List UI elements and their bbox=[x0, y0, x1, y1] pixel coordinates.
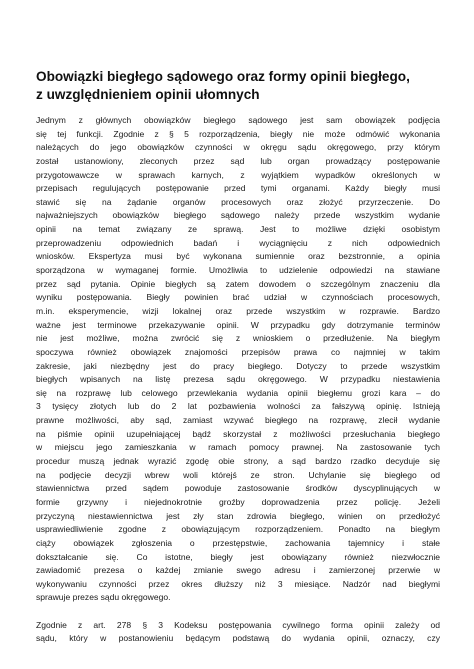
text-line: należących do jego obowiązków czynności w okręgu sądu okręgowego, przy którym bbox=[36, 142, 440, 153]
title-line: Obowiązki biegłego sądowego oraz formy opinii biegłego, bbox=[36, 69, 410, 84]
text-line: 3 tysięcy złotych lub do 2 lat pozbawienia wolności za fałszywą opinię. Istnieją bbox=[36, 401, 440, 412]
text-line: stawiennictwa przed sądem powoduje zastosowanie środków dyscyplinujących w bbox=[36, 483, 440, 494]
text-line: przeprowadzeniu odpowiednich badań i wyciągnięciu z nich odpowiednich bbox=[36, 237, 440, 248]
text-line: zakresie, jaki niezbędny jest do pracy biegłego. Dotyczy to przede wszystkim bbox=[36, 360, 440, 371]
text-line: usprawiedliwienie zgodne z obowiązującym rozporządzeniem. Ponadto na biegłym bbox=[36, 524, 440, 535]
text-line: przygotowawcze w sprawach karnych, z wyjątkiem wypadków określonych w bbox=[36, 169, 440, 180]
text-line: sprawuje prezes sądu okręgowego. bbox=[36, 592, 171, 603]
text-line: w miejscu jego zamieszkania w ramach pomocy prawnej. Na zastosowanie tych bbox=[36, 442, 440, 453]
paragraph-gap bbox=[36, 605, 440, 619]
text-line: przyczyną niestawiennictwa jest zły stan zdrowia biegłego, winien on przedłożyć bbox=[36, 510, 440, 521]
text-line: na podjęcie decyzji wbrew woli którejś ze stron. Uchylanie się biegłego od bbox=[36, 469, 440, 480]
text-line: sądu, który w postanowieniu będącym podstawą do wydania opinii, oznaczy, czy bbox=[36, 633, 440, 644]
text-line: sporządzona w wymaganej formie. Umożliwia to udzielenie odpowiedzi na stawiane bbox=[36, 265, 440, 276]
text-line: wyniku postępowania. Biegły powinien brać udział w czynnościach procesowych, bbox=[36, 292, 440, 303]
text-line: opinii na temat związany ze sprawą. Jest to możliwe dzięki osobistym bbox=[36, 224, 440, 235]
text-line: przez sąd pytania. Opinie biegłych są zatem dowodem o szczególnym znaczeniu dla bbox=[36, 278, 440, 289]
title-line: z uwzględnieniem opinii ułomnych bbox=[36, 87, 260, 102]
document-title bbox=[36, 68, 440, 104]
text-line: Jednym z głównych obowiązków biegłego sądowego jest sam obowiązek podjęcia bbox=[36, 115, 440, 125]
document-body bbox=[36, 114, 440, 646]
paragraph bbox=[36, 619, 440, 646]
text-line: biegłych wpisanych na listę prezesa sądu okręgowego. W przypadku niestawienia bbox=[36, 374, 440, 385]
text-line: procedur muszą jednak wyrazić zgodę obie strony, a sąd bardzo rzadko decyduje się bbox=[36, 456, 440, 467]
text-line: wykonywaniu czynności przez okres dłuższy niż 3 miesiące. Nadzór nad biegłymi bbox=[36, 578, 440, 589]
text-line: ciąży obowiązek zgłoszenia o przestępstwie, zachowania tajemnicy i stałe bbox=[36, 537, 440, 548]
text-line: przepisach regulujących postępowanie przed tymi organami. Każdy biegły musi bbox=[36, 183, 440, 194]
text-line: Zgodnie z art. 278 § 3 Kodeksu postępowania cywilnego forma opinii zależy od bbox=[36, 619, 440, 630]
text-line: został ustanowiony, zleconych przez sąd lub organ prowadzący postępowanie bbox=[36, 155, 440, 166]
text-line: ważne jest terminowe przekazywanie opinii. W przypadku gdy dotrzymanie terminów bbox=[36, 319, 440, 330]
text-line: wniosków. Ekspertyza musi być wykonana sumiennie oraz bezstronnie, a opinia bbox=[36, 251, 440, 262]
text-line: nie jest możliwe, można zwrócić się z wnioskiem o przedłużenie. Na biegłym bbox=[36, 333, 440, 344]
text-line: na piśmie opinii uzupełniającej bądź skorzystał z możliwości przesłuchania biegłego bbox=[36, 428, 440, 439]
text-line: dokształcanie się. Co istotne, biegły jest obowiązany również niezwłocznie bbox=[36, 551, 440, 562]
text-line: się na rozprawę lub celowego przewlekania wydania opinii biegłemu grozi kara – do bbox=[36, 387, 440, 398]
text-line: m.in. eksperymencie, wizji lokalnej oraz przede wszystkim w rozprawie. Bardzo bbox=[36, 305, 440, 316]
paragraph bbox=[36, 114, 440, 605]
text-line: prawne możliwości, aby sąd, zamiast wzywać biegłego na rozprawę, zlecił wydanie bbox=[36, 415, 440, 426]
text-line: zawiadomić prezesa o każdej zmianie swego adresu i zamierzonej przerwie w bbox=[36, 565, 440, 576]
text-line: się tej funkcji. Zgodnie z § 5 rozporządzenia, biegły nie może odmówić wykonania bbox=[36, 128, 440, 139]
text-line: spoczywa również obowiązek znajomości przepisów prawa co najmniej w takim bbox=[36, 346, 440, 357]
text-line: formie grzywny i niejednokrotnie groźby doprowadzenia przez policję. Jeżeli bbox=[36, 496, 440, 507]
text-line: stawić się na żądanie organów procesowych oraz złożyć przyrzeczenie. Do bbox=[36, 196, 440, 207]
text-line: najważniejszych obowiązków biegłego sądowego należy przede wszystkim wydanie bbox=[36, 210, 440, 221]
